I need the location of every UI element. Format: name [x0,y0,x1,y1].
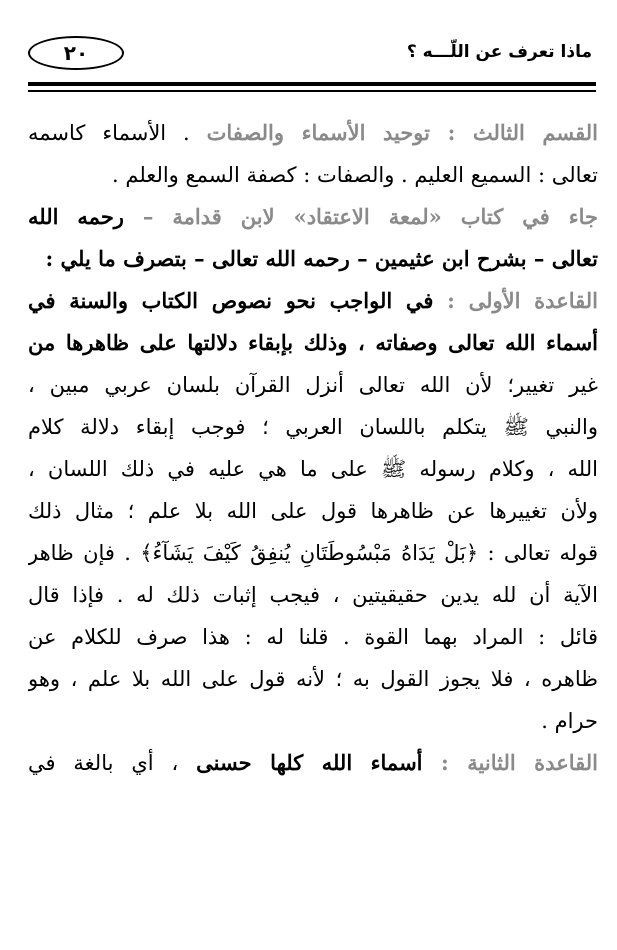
section-heading: توحيد الأسماء والصفات [206,120,431,145]
text-segment: والنبي ﷺ يتكلم باللسان العربي ؛ فوجب إبقاء دلالة كلام [28,415,598,439]
header-rule-thin [28,90,596,92]
text-segment: . فإن ظاهر [28,541,141,565]
text-line [28,196,598,238]
text-segment: ظاهره ، فلا يجوز القول به ؛ لأنه قول على الله بلا علم ، وهو [28,667,598,691]
text-segment: قائل : المراد بهما القوة . قلنا له : هذا صرف للكلام عن [28,625,598,649]
text-line [28,364,598,406]
text-line [28,406,598,448]
text-segment: أسماء الله تعالى وصفاته ، وذلك بإبقاء دلالتها على ظاهرها من [28,330,598,355]
page-header [28,32,596,80]
text-segment: غير تغيير؛ لأن الله تعالى أنزل القرآن بلسان عربي مبين ، [28,373,598,397]
body-text [28,112,598,784]
section-heading: القاعدة الثانية : [422,750,598,775]
quran-verse: ﴿بَلْ يَدَاهُ مَبْسُوطَتَانِ يُنفِقُ كَيْفَ يَشَآءُ﴾ [140,541,479,565]
text-segment: الآية أن لله يدين حقيقيتين ، فيجب إثبات ذلك له . فإذا قال [28,583,598,607]
text-segment: ، أي بالغة في [28,751,197,775]
text-segment: الله ، وكلام رسوله ﷺ على ما هي عليه في ذلك اللسان ، [28,457,598,481]
text-segment: في الواجب نحو نصوص الكتاب والسنة في [28,288,434,313]
section-heading: القسم الثالث : [430,120,598,145]
page-number: ٢٠ [28,36,124,70]
text-line [28,280,598,322]
text-segment: . الأسماء كاسمه [28,121,207,145]
text-segment: رحمه الله [28,204,124,229]
text-line [28,742,598,784]
text-line [28,322,598,364]
text-line [28,448,598,490]
text-line [28,112,598,154]
text-line [28,616,598,658]
text-segment: حرام . [541,709,598,733]
text-line [28,700,598,742]
text-line [28,490,598,532]
section-heading: القاعدة الأولى : [433,288,598,313]
text-segment: قوله تعالى : [478,541,598,565]
text-segment: ولأن تغييرها عن ظاهرها قول على الله بلا علم ؛ مثال ذلك [28,499,598,523]
text-line [28,532,598,574]
text-line [28,154,598,196]
text-line [28,574,598,616]
text-line [28,238,598,280]
text-segment: تعالى – بشرح ابن عثيمين – رحمه الله تعالى – بتصرف ما يلي : [45,246,598,271]
text-line [28,658,598,700]
text-segment: أسماء الله كلها حسنى [196,750,423,775]
text-segment: تعالى : السميع العليم . والصفات : كصفة السمع والعلم . [112,163,598,187]
header-rule-thick [28,82,596,86]
running-header-title: ماذا تعرف عن اللّـــه ؟ [406,42,592,62]
section-heading: جاء في كتاب «لمعة الاعتقاد» لابن قدامة – [123,204,598,229]
